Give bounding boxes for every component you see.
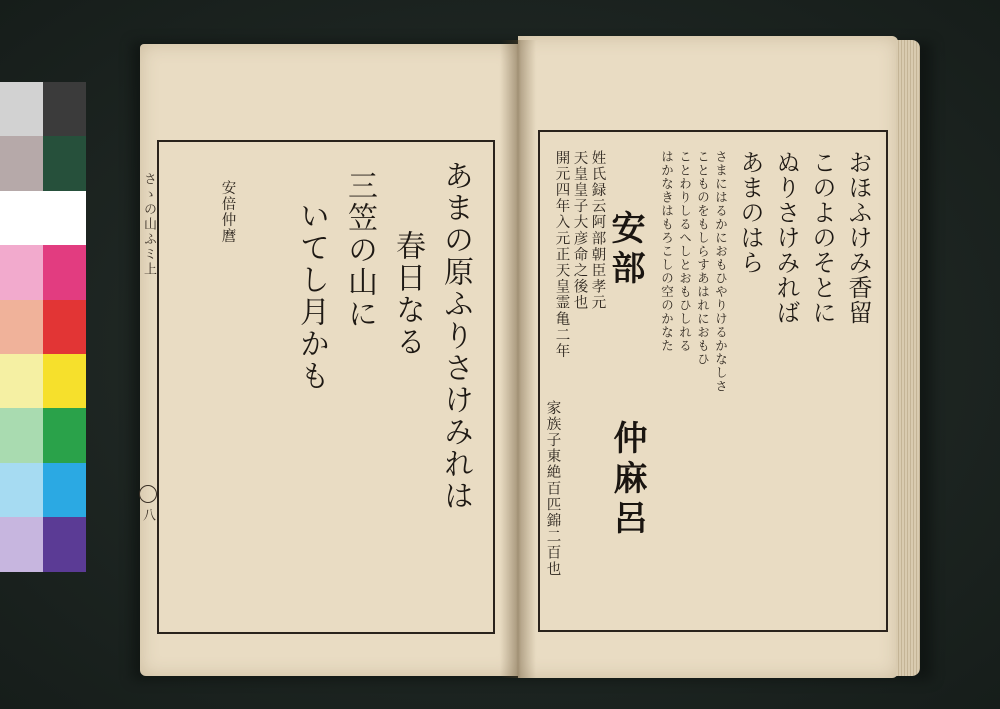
commentary-column-3: ことわりしるへしとおもひしれる [677,150,693,353]
color-swatch [43,463,86,517]
left-page-number: 八 [140,508,155,523]
biography-column-4: 家族子東絶百匹錦二百也 [544,400,561,578]
left-poem-column-1: あまの原ふりさけみれは [438,160,473,512]
color-swatch [0,517,43,571]
left-poem-column-2: 春日なる [390,230,425,358]
color-swatch [43,245,86,299]
right-poem-column-4: あまのはら [736,150,764,275]
page-edges [896,40,920,676]
color-swatch [0,463,43,517]
right-poem-column-1: おほふけみ香留 [844,150,872,325]
biography-column-2: 天皇皇子大彦命之後也 [571,150,588,311]
name-large-2: 仲麻呂 [607,420,647,540]
color-swatch [43,354,86,408]
color-swatch [0,354,43,408]
color-swatch [43,300,86,354]
right-poem-column-2: このよのそとに [808,150,836,325]
book-gutter [500,40,536,678]
color-swatch [43,82,86,136]
left-annotation: 安倍仲麿 [219,180,236,245]
biography-column-3: 開元四年入元正天皇霊亀二年 [553,150,570,360]
color-swatch [0,136,43,190]
commentary-column-1: さまにはるかにおもひやりけるかなしさ [713,150,729,393]
color-calibration-strip [0,82,86,572]
color-swatch [0,300,43,354]
color-swatch [0,408,43,462]
commentary-column-4: はかなきはもろこしの空のかなた [659,150,675,353]
color-swatch [0,191,43,245]
color-swatch [0,82,43,136]
left-poem-column-3: 三笠の山に [342,170,377,330]
commentary-column-2: ことものをもしらすあはれにおもひ [695,150,711,366]
page-number-circle [139,485,157,503]
right-poem-column-3: ぬりさけみれば [772,150,800,325]
color-swatch [43,191,86,245]
color-swatch [43,136,86,190]
color-swatch [43,517,86,571]
color-swatch [43,408,86,462]
biography-column-1: 姓氏録云阿部朝臣孝元 [589,150,606,311]
left-poem-column-4: いてし月かも [294,200,329,392]
left-margin-title: さゝの山ふミ上 [141,172,156,277]
name-large: 安部 [605,210,645,290]
color-swatch [0,245,43,299]
